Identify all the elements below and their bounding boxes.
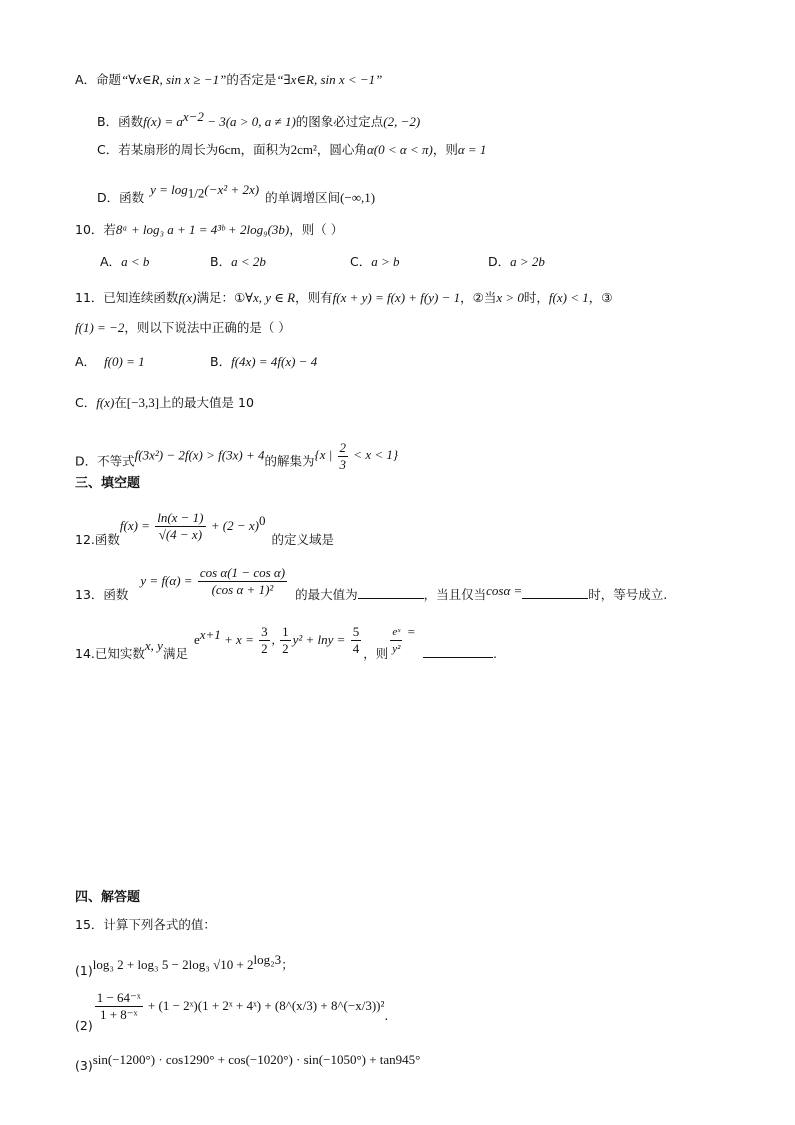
fraction [259, 624, 270, 657]
option-label: C． [75, 395, 97, 410]
text: 的单调增区间 [265, 190, 341, 205]
fraction [198, 565, 287, 598]
math-expression: ∀x, y ∈ R [245, 290, 296, 305]
math-expression: + x = [220, 632, 258, 647]
math-expression: , [271, 632, 279, 647]
denominator: 3 [339, 457, 347, 472]
text: 满足：① [196, 290, 246, 305]
option-label: D．函数 [97, 190, 145, 205]
text: ，则 [363, 646, 389, 661]
math-expression: (2, −2) [383, 114, 421, 130]
math-expression: cosα = [486, 583, 523, 598]
math-expression: f(4x) = 4f(x) − 4 [231, 354, 318, 369]
denominator: 1 + 8⁻ˣ [99, 1007, 138, 1022]
math-expression: f(x) [96, 395, 115, 410]
exponent: x−2 [182, 109, 204, 124]
math-expression: f(1) = −2 [75, 320, 125, 335]
math-expression: f(x) < 1 [548, 290, 589, 305]
q15-part-2 [75, 990, 388, 1035]
option-label: A． [75, 354, 97, 369]
q10-option-b [210, 252, 266, 272]
math-expression: y = log [150, 182, 188, 197]
q10-option-d [488, 252, 545, 272]
denominator: 2 [261, 641, 268, 656]
math-expression: x, y [144, 638, 163, 653]
math-expression: y² + lny = [292, 632, 349, 647]
numerator: 3 [261, 624, 268, 639]
text: 的最大值为 [295, 587, 358, 602]
option-label: B．函数 [97, 114, 144, 130]
denominator: y² [392, 643, 401, 655]
exponent: x+1 [199, 626, 221, 642]
math-expression: f(x) = a [143, 114, 183, 130]
math-expression: (−∞,1) [340, 190, 376, 205]
option-c-line [97, 140, 486, 160]
answer-blank[interactable] [522, 584, 588, 599]
math-expression: “∃x∈R, sin x < −1” [276, 72, 383, 87]
option-b-line [97, 107, 420, 132]
text: 的否定是 [226, 72, 277, 87]
text: 的图象必过定点 [295, 114, 384, 130]
answer-blank[interactable] [358, 584, 424, 599]
math-expression: + (2 − x) [207, 518, 259, 533]
math-expression: (−x² + 2x) [204, 182, 260, 197]
option-d-line [97, 180, 375, 208]
numerator: 5 [352, 624, 360, 639]
math-expression: sin(−1200°) · cos1290° + cos(−1020°) · sin(−1050°) + tan945° [92, 1052, 421, 1067]
text: ； [281, 957, 294, 973]
denominator: 2 [282, 641, 289, 656]
text: ，面积为 [240, 142, 291, 157]
exponent: 0 [259, 512, 266, 528]
question-13 [75, 565, 667, 605]
section-3-heading: 三、填空题 [75, 476, 141, 491]
math-expression: log₃ 2 + log₃ 5 − 2log₃ √10 + 2 [92, 957, 254, 973]
text: 在 [114, 395, 127, 410]
text: 时， [523, 290, 549, 305]
math-expression: “∀x∈R, sin x ≥ −1” [121, 72, 227, 87]
question-11 [75, 288, 612, 308]
text: 的定义域是 [271, 532, 335, 547]
q11-option-b [210, 352, 317, 372]
exponent: log₂3 [253, 952, 282, 967]
subscript: 1/2 [187, 185, 205, 201]
fraction [351, 624, 362, 657]
question-number: 14.已知实数 [75, 646, 145, 661]
question-14 [75, 622, 497, 662]
numerator: eˣ [390, 624, 402, 641]
text: ，圆心角 [316, 142, 367, 157]
option-label: D．不等式 [75, 453, 135, 469]
math-expression: 8ᵃ + log₃ a + 1 = 4³ᵇ + 2log₉(3b) [115, 222, 290, 237]
option-label: B． [210, 354, 232, 369]
math-expression: f(x + y) = f(x) + f(y) − 1 [332, 290, 461, 305]
math-expression: y = f(α) = [140, 573, 196, 588]
question-number: 13．函数 [75, 587, 129, 602]
text: ，则（ ） [289, 222, 344, 237]
math-expression: a > b [371, 254, 400, 269]
option-label: A．命题 [75, 72, 122, 87]
math-expression: a < 2b [231, 254, 266, 269]
question-11-cont [75, 318, 291, 338]
numerator: 1 [282, 624, 289, 639]
fraction [155, 510, 205, 543]
math-expression: + (1 − 2ˣ)(1 + 2ˣ + 4ˣ) + (8^(x/3) + 8^(−x/3))² [144, 998, 385, 1013]
option-label: A． [100, 254, 122, 269]
math-expression: = [404, 624, 416, 639]
fraction [390, 624, 402, 657]
math-expression: f(x) = [119, 518, 154, 533]
question-number: 11．已知连续函数 [75, 290, 179, 305]
part-label: (1) [75, 963, 93, 979]
q11-option-d [75, 440, 398, 473]
math-expression: f(0) = 1 [104, 354, 145, 369]
text: ，当且仅当 [423, 587, 487, 602]
option-label: C．若某扇形的周长为 [97, 142, 219, 157]
answer-blank[interactable] [423, 643, 493, 658]
text: 上的最大值是 10 [159, 395, 254, 410]
math-expression: {x | [314, 447, 336, 463]
math-expression: 6cm [218, 142, 241, 157]
part-label: (2) [75, 1018, 93, 1033]
math-expression: a > 2b [510, 254, 545, 269]
math-expression: x > 0 [496, 290, 524, 305]
math-expression: α(0 < α < π) [366, 142, 433, 157]
question-15: 15．计算下列各式的值： [75, 917, 216, 932]
option-label: D． [488, 254, 511, 269]
math-expression: − 3(a > 0, a ≠ 1) [203, 114, 296, 130]
denominator: 4 [352, 641, 360, 656]
numerator: ln(x − 1) [157, 510, 204, 525]
part-label: (3) [75, 1058, 93, 1073]
text: . [384, 1008, 389, 1023]
text: 满足 [162, 646, 188, 661]
q10-option-a [100, 252, 149, 272]
q11-option-c [75, 393, 254, 413]
question-12 [75, 510, 334, 550]
math-expression: 2cm² [290, 142, 317, 157]
denominator: (cos α + 1)² [211, 582, 274, 597]
text: ，②当 [460, 290, 497, 305]
question-number: 10．若 [75, 222, 116, 237]
numerator: cos α(1 − cos α) [199, 565, 286, 580]
math-expression: < x < 1} [350, 447, 399, 463]
text: ，则 [432, 142, 458, 157]
fraction [95, 990, 143, 1023]
option-a-line [75, 70, 382, 90]
numerator: 2 [339, 440, 347, 455]
text: ，则以下说法中正确的是（ ） [124, 320, 291, 335]
option-label: C． [350, 254, 372, 269]
math-expression: a < b [121, 254, 150, 269]
question-10 [75, 220, 343, 240]
fraction [280, 624, 291, 657]
text: . [493, 646, 497, 661]
q10-option-c [350, 252, 400, 272]
text: 的解集为 [264, 453, 315, 469]
question-number: 12.函数 [75, 532, 120, 547]
q15-part-1 [75, 950, 294, 981]
denominator: √(4 − x) [158, 527, 203, 542]
q11-option-a [75, 352, 145, 372]
math-expression: [−3,3] [126, 395, 160, 410]
section-4-heading: 四、解答题 [75, 890, 141, 905]
option-label: B． [210, 254, 232, 269]
text: ，则有 [295, 290, 333, 305]
math-expression: f(3x²) − 2f(x) > f(3x) + 4 [134, 447, 265, 463]
fraction [338, 440, 349, 473]
numerator: 1 − 64⁻ˣ [96, 990, 141, 1005]
math-expression: α = 1 [457, 142, 487, 157]
math-expression: e [193, 632, 200, 647]
math-expression: f(x) [178, 290, 197, 305]
text: 时，等号成立. [588, 587, 668, 602]
q15-part-3 [75, 1050, 420, 1076]
text: ，③ [588, 290, 613, 305]
